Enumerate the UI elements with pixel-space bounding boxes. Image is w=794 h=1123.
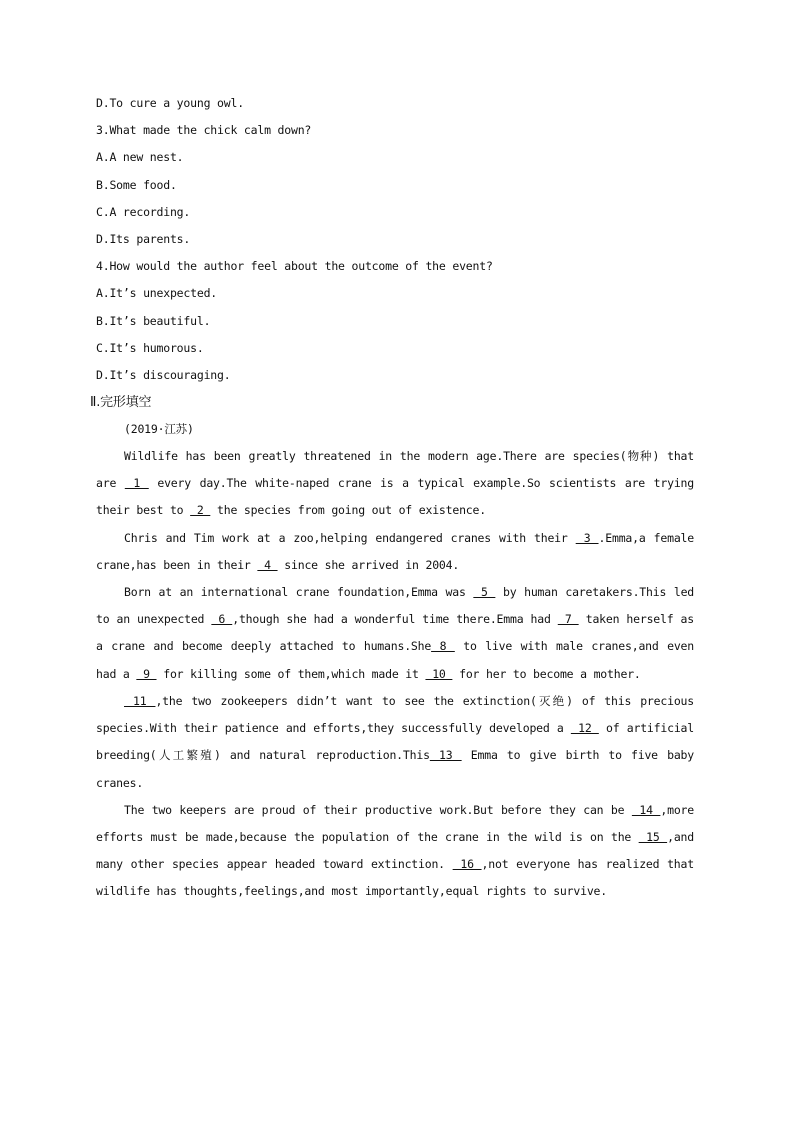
passage-text: The two keepers are proud of their productive work.But before they can be [124,802,632,817]
passage-text: Chris and Tim work at a zoo,helping endangered cranes with their [124,530,576,545]
passage-text: ,more efforts must be made,because the population of the crane in the wild is on the [96,802,694,844]
passage-text: ,not everyone has realized that wildlife has thoughts,feelings,and most importantly,equal rights to survive. [96,857,694,899]
cloze-blank: 16 [452,857,482,872]
passage-text: for her to become a mother. [452,666,641,681]
cloze-blank: 7 [557,612,579,627]
passage-text: since she arrived in 2004. [277,557,460,572]
cloze-blank: 1 [124,476,149,491]
passage-text: by human caretakers.This led to an unexpected [96,585,695,627]
passage-text: ,though she had a wonderful time there.Emma had [232,612,558,627]
passage-text: .Emma,a female crane,has been in their [96,530,694,572]
cloze-blank: 14 [631,802,661,817]
question-line: A.It’s unexpected. [96,286,218,301]
question-line: 3.What made the chick calm down? [96,123,312,138]
question-options-list [96,90,694,389]
cloze-blank: 10 [425,666,453,681]
cloze-blank: 9 [136,666,157,681]
cloze-blank: 6 [211,612,233,627]
question-line: B.Some food. [96,177,177,192]
question-line: D.It’s discouraging. [96,367,231,382]
passage-paragraph [96,525,694,579]
passage-text: Emma to give birth to five baby cranes. [96,748,694,790]
cloze-blank: 11 [124,693,156,708]
passage-paragraph [96,797,694,906]
cloze-passage [96,443,694,905]
section-title: Ⅱ.完形填空 [90,395,152,411]
cloze-blank: 12 [570,721,599,736]
cloze-blank: 5 [473,585,496,600]
passage-text: taken herself as a crane and become deeply attached to humans.She [96,612,694,654]
passage-text: of artificial breeding(人工繁殖) and natural reproduction.This [96,721,694,763]
question-line: C.It’s humorous. [96,340,204,355]
passage-source: (2019·江苏) [124,422,194,437]
document-page [90,90,695,906]
cloze-blank: 8 [431,639,455,654]
passage-text: ,and many other species appear headed toward extinction. [96,829,694,872]
cloze-blank: 3 [575,530,599,545]
question-line: D.To cure a young owl. [96,96,244,110]
question-line: 4.How would the author feel about the outcome of the event? [96,259,493,274]
question-line: A.A new nest. [96,150,184,165]
question-line: B.It’s beautiful. [96,313,211,328]
passage-text: Born at an international crane foundation,Emma was [124,585,474,600]
passage-text: to live with male cranes,and even had a [96,639,694,681]
passage-text: every day.The white-naped crane is a typical example.So scientists are trying their best to [96,476,694,518]
cloze-blank: 15 [638,829,668,844]
passage-text: the species from going out of existence. [210,503,486,518]
question-line: C.A recording. [96,204,191,219]
cloze-blank: 2 [190,503,211,518]
cloze-blank: 4 [257,557,278,572]
passage-text: for killing some of them,which made it [156,666,426,681]
question-line: D.Its parents. [96,231,191,246]
passage-text: Wildlife has been greatly threatened in the modern age.There are species(物种) that are [96,449,694,491]
cloze-blank: 13 [429,748,462,763]
passage-paragraph [96,579,694,688]
passage-text: ,the two zookeepers didn’t want to see the extinction(灭绝) of this precious species.With their patience and efforts,they successfully developed a [96,693,694,736]
passage-paragraph [96,443,694,525]
passage-paragraph [96,688,694,797]
